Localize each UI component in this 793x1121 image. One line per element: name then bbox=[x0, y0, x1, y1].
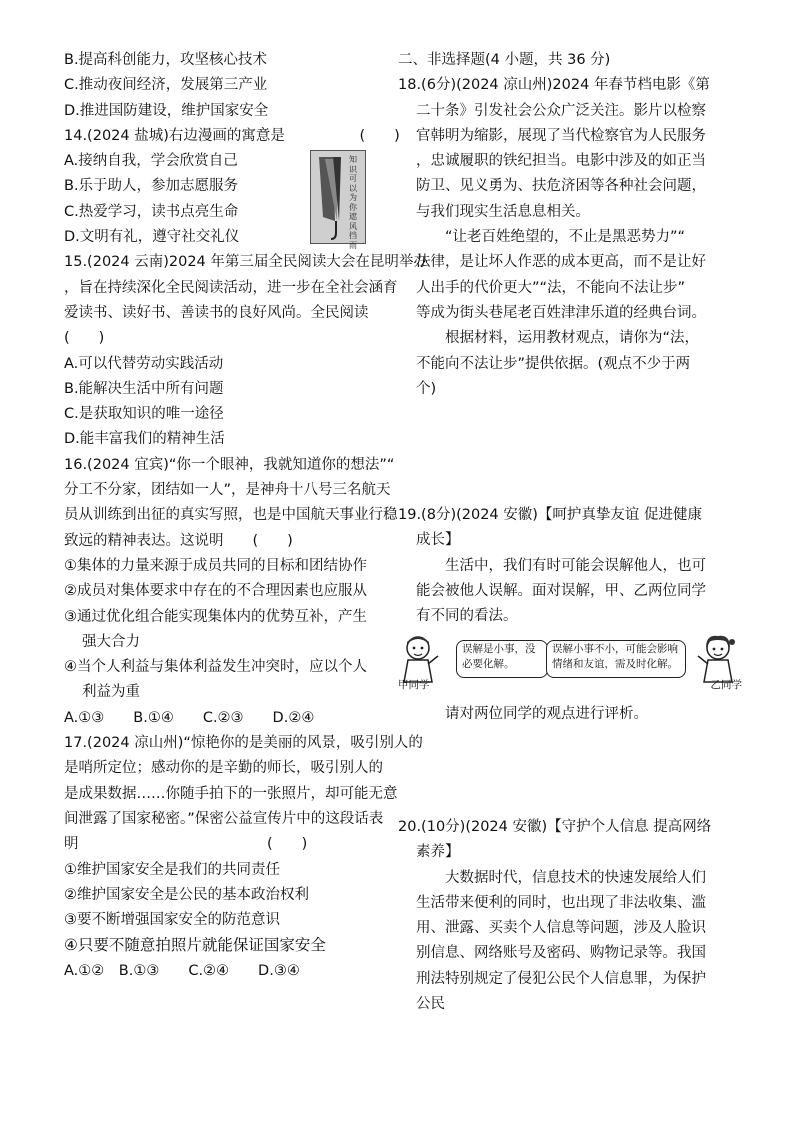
q20-body: 大数据时代，信息技术的快速发展给人们 bbox=[445, 869, 706, 886]
q18-task: 个) bbox=[416, 380, 437, 397]
q15-line: 15.(2024 云南)2024 年第三届全民阅读大会在昆明举办 bbox=[64, 254, 428, 271]
answer-blank: ( ) bbox=[359, 127, 400, 144]
umbrella-book-illustration bbox=[310, 150, 366, 250]
q20-body: 生活带来便利的同时，也出现了非法收集、滥 bbox=[416, 894, 706, 911]
q13-option-d: D.推进国防建设，维护国家安全 bbox=[64, 102, 269, 119]
answer-space bbox=[398, 402, 742, 503]
q15-option-b: B.能解决生活中所有问题 bbox=[64, 380, 224, 397]
q16-line: 16.(2024 宜宾)“你一个眼神，我就知道你的想法”“ bbox=[64, 456, 395, 473]
q18-quote: 人出手的代价更大”“法，不能向不法让步” bbox=[416, 279, 686, 296]
q17-line: 是哨所定位；感动你的是辛勤的师长，吸引别人的 bbox=[64, 760, 383, 777]
q20-line: 素养】 bbox=[416, 844, 460, 861]
q14-option-a: A.接纳自我，学会欣赏自己 bbox=[64, 153, 238, 170]
q17-item: ③要不断增强国家安全的防范意识 bbox=[64, 912, 280, 929]
q19-body: 能会被他人误解。面对误解，甲、乙两位同学 bbox=[416, 583, 706, 600]
q18-line: 二十条》引发社会公众广泛关注。影片以检察 bbox=[416, 102, 706, 119]
girl-student-icon bbox=[696, 634, 736, 684]
q16-line: 致远的精神表达。这说明 ( ) bbox=[64, 532, 293, 549]
q18-task: 根据材料，运用教材观点，请你为“法， bbox=[445, 330, 700, 347]
q16-line: 分工不分家，团结如一人”，是神舟十八号三名航天 bbox=[64, 482, 391, 499]
q20-body: 别信息、网络账号及密码、购物记录等。我国 bbox=[416, 945, 706, 962]
answer-space bbox=[398, 727, 742, 815]
q14-stem-text: 14.(2024 盐城)右边漫画的寓意是 bbox=[64, 127, 285, 144]
q20-body: 公民 bbox=[416, 996, 445, 1013]
q16-item: ④当个人利益与集体利益发生冲突时，应以个人 bbox=[64, 659, 367, 676]
q14-option-d: D.文明有礼，遵守社交礼仪 bbox=[64, 229, 240, 246]
q17-item: ②维护国家安全是公民的基本政治权利 bbox=[64, 886, 309, 903]
q17-choices: A.①② B.①③ C.②④ D.③④ bbox=[64, 962, 300, 979]
q15-option-d: D.能丰富我们的精神生活 bbox=[64, 431, 225, 448]
q18-line: ，忠诚履职的铁纪担当。电影中涉及的如正当 bbox=[416, 153, 706, 170]
q18-line: 官韩明为缩影，展现了当代检察官为人民服务 bbox=[416, 127, 706, 144]
q14-stem bbox=[64, 124, 400, 149]
q20-body: 刑法特别规定了侵犯公民个人信息罪，为保护 bbox=[416, 970, 706, 987]
q18-quote: “让老百姓绝望的，不止是黑恶势力”“ bbox=[445, 229, 686, 246]
q18-line: 与我们现实生活息息相关。 bbox=[416, 203, 590, 220]
q16-line: 员从训练到出征的真实写照，也是中国航天事业行稳 bbox=[64, 507, 398, 524]
q15-option-c: C.是获取知识的唯一途径 bbox=[64, 406, 224, 423]
q13-option-c: C.推动夜间经济，发展第三产业 bbox=[64, 77, 268, 94]
q19-body: 生活中，我们有时可能会误解他人，也可 bbox=[445, 557, 706, 574]
q18-line: 防卫、见义勇为、扶危济困等各种社会问题， bbox=[416, 178, 706, 195]
q14-option-c: C.热爱学习，读书点亮生命 bbox=[64, 203, 239, 220]
q19-task: 请对两位同学的观点进行评析。 bbox=[445, 705, 648, 722]
q15-line: 爱读书、读好书、善读书的良好风尚。全民阅读 bbox=[64, 304, 369, 321]
q16-item: ③通过优化组合能实现集体内的优势互补，产生 bbox=[64, 608, 367, 625]
answer-blank: ( ) bbox=[64, 330, 105, 347]
q19-line: 19.(8分)(2024 安徽)【呵护真挚友谊 促进健康 bbox=[398, 507, 703, 524]
boy-student-icon bbox=[400, 634, 440, 684]
q15-line: ，旨在持续深化全民阅读活动，进一步在全社会涵育 bbox=[64, 279, 398, 296]
q17-line: 17.(2024 凉山州)“惊艳你的是美丽的风景，吸引别人的 bbox=[64, 735, 423, 752]
bubble-b-text: 情绪和友谊，需及时化解。 bbox=[552, 657, 678, 670]
q16-item: ②成员对集体要求中存在的不合理因素也应服从 bbox=[64, 583, 367, 600]
bubble-a-text: 必要化解。 bbox=[462, 657, 515, 670]
section-title: 二、非选择题(4 小题，共 36 分) bbox=[398, 52, 611, 68]
q17-line: 是成果数据……你随手拍下的一张照片，却可能无意 bbox=[64, 785, 398, 802]
q19-body: 有不同的看法。 bbox=[416, 608, 518, 625]
q17-line: 间泄露了国家秘密。”保密公益宣传片中的这段话表 bbox=[64, 810, 384, 827]
q16-item-cont: 强大合力 bbox=[82, 633, 140, 650]
caption-student-b: 乙同学 bbox=[710, 678, 742, 691]
q18-quote: 法律，是让坏人作恶的成本更高，而不是让好 bbox=[416, 254, 706, 271]
q20-body: 用、泄露、买卖个人信息等问题，涉及人脸识 bbox=[416, 920, 706, 937]
q19-line: 成长】 bbox=[416, 532, 460, 549]
q13-option-b: B.提高科创能力，攻坚核心技术 bbox=[64, 52, 268, 68]
q15-option-a: A.可以代替劳动实践活动 bbox=[64, 355, 224, 372]
q14-option-b: B.乐于助人，参加志愿服务 bbox=[64, 178, 239, 195]
q16-item: ①集体的力量来源于成员共同的目标和团结协作 bbox=[64, 557, 367, 574]
q17-item: ①维护国家安全是我们的共同责任 bbox=[64, 861, 280, 878]
q17-line: 明 ( ) bbox=[64, 836, 308, 853]
bubble-b-text: 误解小事不小，可能会影响 bbox=[552, 642, 678, 655]
q18-quote: 等成为街头巷尾老百姓津津乐道的经典台词。 bbox=[416, 304, 706, 321]
speech-bubble-a bbox=[456, 640, 548, 678]
q20-line: 20.(10分)(2024 安徽)【守护个人信息 提高网络 bbox=[398, 818, 712, 835]
q18-task: 不能向不法让步”提供依据。(观点不少于两 bbox=[416, 355, 691, 372]
bubble-a-text: 误解是小事，没 bbox=[462, 642, 536, 655]
q17-item: ④只要不随意拍照片就能保证国家安全 bbox=[64, 936, 326, 955]
q16-choices: A.①③ B.①④ C.②③ D.②④ bbox=[64, 709, 315, 726]
q16-item-cont: 利益为重 bbox=[82, 684, 140, 701]
q19-comic bbox=[398, 634, 742, 696]
right-column bbox=[398, 48, 742, 1017]
illustration-caption: 知识可以为你遮风挡雨 bbox=[349, 155, 357, 250]
speech-bubble-b bbox=[546, 640, 686, 678]
caption-student-a: 甲同学 bbox=[398, 678, 430, 691]
q18-line: 18.(6分)(2024 凉山州)2024 年春节档电影《第 bbox=[398, 77, 710, 94]
